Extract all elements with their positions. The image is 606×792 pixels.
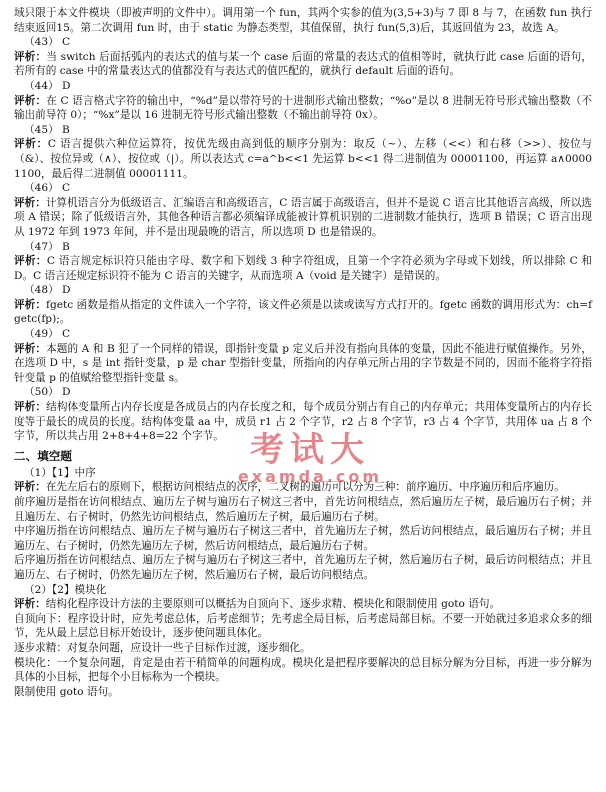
paragraph: [14, 553, 592, 582]
analysis-label: 评析：: [14, 196, 46, 209]
answer-number: （48） D: [24, 284, 71, 297]
analysis-label: 评析：: [14, 342, 47, 355]
answer-number: （47） B: [24, 240, 70, 253]
answer-number: （44） D: [24, 79, 71, 92]
analysis-label: 评析：: [14, 598, 46, 611]
paragraph: [14, 685, 592, 700]
paragraph-text: 本题的 A 和 B 犯了一个同样的错误，即指针变量 p 定义后并没有指向具体的变量，因此不能进行赋值操作。另外，在选项 D 中，s 是 int 指针变量，p 是 char 型指针变量，所指向的内存单元所占用的字节数是不同的，因而不能将字符指针变量 p 的值赋给整型指针变量 s。: [14, 342, 593, 384]
analysis-label: 评析：: [14, 401, 47, 414]
paragraph-text: 计算机语言分为低级语言、汇编语言和高级语言，C 语言属于高级语言，但并不是说 C 语言比其他语言高级，所以选项 A 错误；除了低级语言外，其他各种语言都必须编译成能被计算机识别的二进制数才能执行，选项 B 错误；C 语言出现从 1972 年到 1973 年间，并不是出现最晚的语言，所以选项 D 也是错误的。: [14, 196, 592, 238]
paragraph: [14, 298, 592, 327]
paragraph: [14, 254, 592, 283]
paragraph-text: fgetc 函数是指从指定的文件读入一个字符，该文件必须是以读或读写方式打开的。fgetc 函数的调用形式为：ch=fgetc(fp);。: [14, 298, 593, 326]
paragraph-text: 逐步求精：对复杂问题，应设计一些子目标作过渡，逐步细化。: [14, 641, 311, 654]
answer-number: （46） C: [24, 182, 71, 195]
paragraph: [14, 342, 592, 386]
watermark-cn: 考试大: [250, 430, 370, 470]
watermark-en: examda.com: [237, 467, 383, 486]
paragraph-text: 前序遍历是指在访问根结点、遍历左子树与遍历右子树这三者中，首先访问根结点，然后遍历左子树，最后遍历右子树；并且遍历左、右子树时，仍然先访问根结点，然后遍历左子树，最后遍历右子树。: [14, 496, 592, 523]
paragraph-text: 当 switch 后面括弧内的表达式的值与某一个 case 后面的常量的表达式的值相等时，就执行此 case 后面的语句，若所有的 case 中的常量表达式的值都没有与表达式的值匹配的，就执行 default 后面的语句。: [14, 50, 592, 78]
paragraph-text: 限制使用 goto 语句。: [14, 685, 119, 698]
paragraph: [14, 597, 592, 612]
paragraph-text: 在 C 语言格式字符的输出中，“%d”是以带符号的十进制形式输出整数；“%o”是以 8 进制无符号形式输出整数（不输出前导符 0）；“%x”是以 16 进制无符号形式输出整数（不输出前导符 0x）。: [14, 94, 592, 122]
analysis-label: 评析：: [14, 481, 46, 494]
analysis-label: 评析：: [14, 255, 47, 268]
paragraph: [14, 641, 592, 656]
paragraph-text: 结构体变量所占内存长度是各成员占的内存长度之和，每个成员分别占有自己的内存单元；共用体变量所占的内存长度等于最长的成员的长度。结构体变量 aa 中，成员 r1 占 2 个字节，r2 占 8 个字节，r3 占 4 个字节，共用体 ua 占 8 个字节，所以共占用 2+8+4+8=22 个字节。: [14, 401, 593, 443]
answer-number: （49） C: [24, 328, 71, 341]
paragraph: [14, 94, 592, 123]
paragraph: [14, 524, 592, 553]
paragraph: [14, 656, 592, 685]
analysis-label: 评析：: [14, 94, 47, 107]
answer-number: （43） C: [24, 36, 71, 49]
paragraph-text: 在先左后右的原则下，根据访问根结点的次序，二叉树的遍历可以分为三种：前序遍历、中序遍历和后序遍历。: [45, 481, 565, 494]
paragraph-text: 后序遍历指在访问根结点、遍历左子树与遍历右子树这三者中，首先遍历左子树，然后遍历右子树，最后访问根结点；并且遍历左、右子树时，仍然先遍历左子树，然后遍历右子树，最后访问根结点。: [14, 554, 592, 581]
analysis-label: 评析：: [14, 50, 47, 63]
paragraph-text: C 语言规定标识符只能由字母、数字和下划线 3 种字符组成，且第一个字符必须为字母或下划线，所以排除 C 和 D。C 语言还规定标识符不能为 C 语言的关键字，从而选项 A（void 是关键字）是错误的。: [14, 255, 592, 282]
paragraph: [14, 400, 592, 444]
paragraph-text: 自顶向下：程序设计时，应先考虑总体，后考虑细节；先考虑全局目标，后考虑局部目标。不要一开始就过多追求众多的细节，先从最上层总目标开始设计，逐步使问题具体化。: [14, 612, 592, 640]
paragraph: [14, 6, 592, 35]
analysis-label: 评析：: [14, 138, 48, 151]
answer-explanations: [14, 6, 592, 699]
paragraph-text: 域只限于本文件模块（即被声明的文件中）。调用第一个 fun，其两个实参的值为(3,5+3)与 7 即 8 与 7，在函数 fun 执行结束返回15。第二次调用 fun 时，由于 static 为静态类型，其值保留，执行 fun(5,3)后，其返回值为 23，故选 A。: [14, 7, 592, 34]
answer-number: （45） B: [24, 123, 70, 136]
paragraph: [14, 137, 592, 181]
answer-number: （2）【2】模块化: [24, 583, 107, 596]
paragraph: [14, 480, 592, 495]
answer-number: （1）【1】中序: [24, 466, 96, 479]
section-heading: 二、填空题: [14, 448, 72, 463]
paragraph: [14, 495, 592, 524]
paragraph-text: 结构化程序设计方法的主要原则可以概括为自顶向下、逐步求精、模块化和限制使用 goto 语句。: [45, 598, 501, 611]
analysis-label: 评析：: [14, 298, 47, 311]
paragraph-text: 中序遍历指在访问根结点、遍历左子树与遍历右子树这三者中，首先遍历左子树，然后访问根结点，最后遍历右子树；并且遍历左、右子树时，仍然先遍历左子树，然后访问根结点，最后遍历右子树。: [14, 525, 592, 552]
answer-number: （50） D: [24, 386, 71, 399]
paragraph-text: 模块化：一个复杂问题，肯定是由若干稍简单的问题构成。模块化是把程序要解决的总目标分解为分目标，再进一步分解为具体的小目标，把每个小目标称为一个模块。: [14, 656, 592, 684]
paragraph: [14, 196, 592, 240]
paragraph: [14, 50, 592, 79]
paragraph-text: C 语言提供六种位运算符，按优先级由高到低的顺序分别为：取反（~）、左移（<<）和右移（>>）、按位与（&）、按位异或（∧）、按位或（|）。所以表达式 c=a^b<<1 先运算 b<<1 得二进制值为 00001100，再运算 a∧00001100，最后得二进制值 00001111。: [14, 138, 592, 180]
paragraph: [14, 612, 592, 641]
